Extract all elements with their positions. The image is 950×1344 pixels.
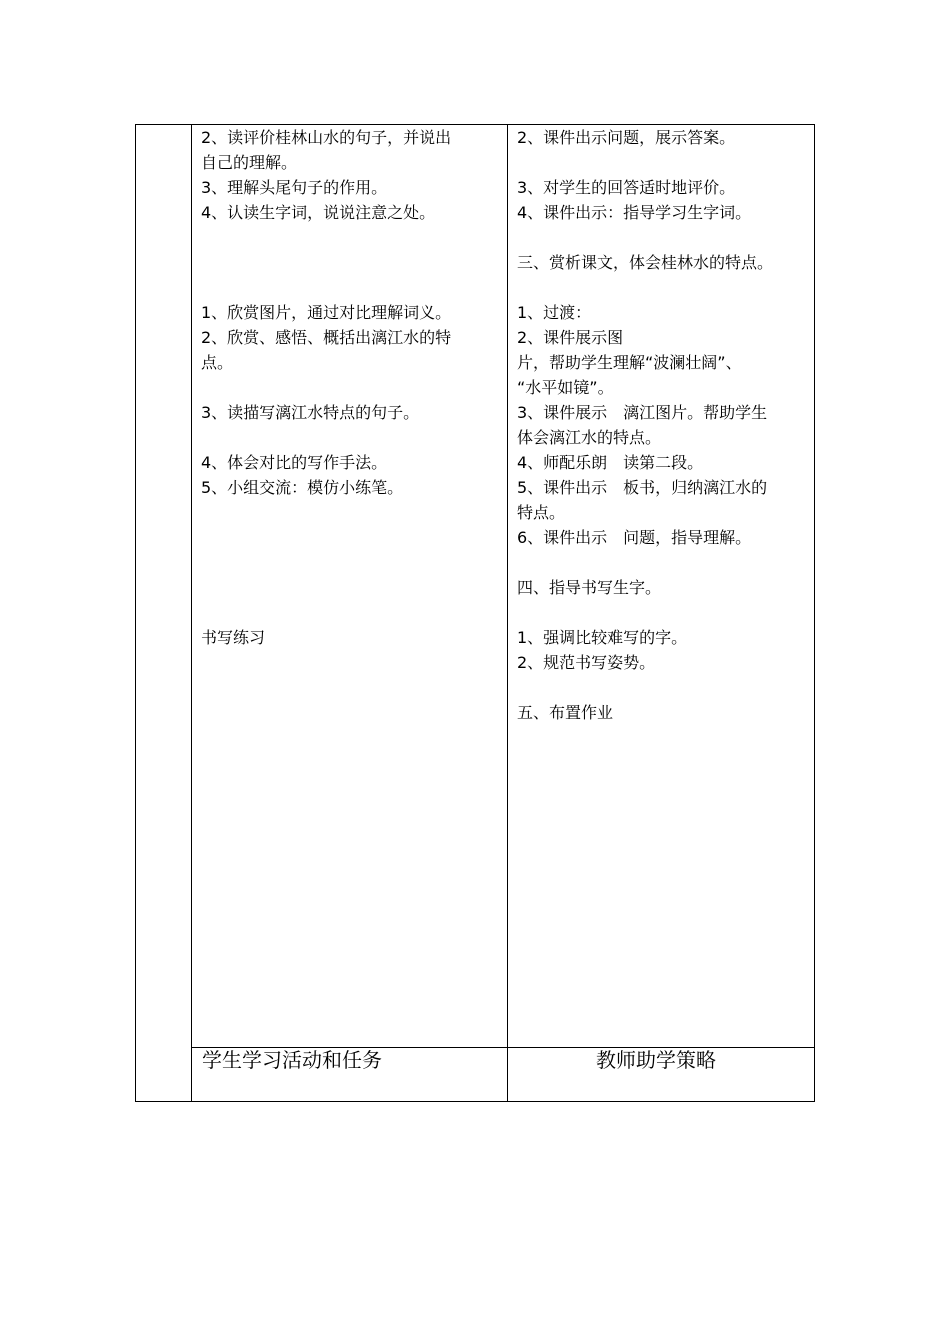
lesson-plan-table: [135, 124, 815, 1102]
blank-line: [517, 675, 812, 700]
blank-line: [201, 550, 501, 575]
text-line: 6、课件出示 问题，指导理解。: [517, 528, 752, 547]
text-line: 3、课件展示 漓江图片。帮助学生: [517, 403, 768, 422]
text-line: 5、课件出示 板书，归纳漓江水的: [517, 478, 768, 497]
text-line: 特点。: [517, 503, 566, 522]
blank-line: [517, 550, 812, 575]
blank-line: [201, 375, 501, 400]
text-line: 五、布置作业: [517, 703, 614, 722]
text-line: 2、课件展示图: [517, 328, 624, 347]
text-line: 四、指导书写生字。: [517, 578, 662, 597]
text-line: 1、强调比较难写的字。: [517, 628, 688, 647]
blank-line: [201, 525, 501, 550]
text-line: 书写练习: [201, 628, 266, 647]
teacher-strategies-header: 教师助学策略: [596, 1048, 716, 1072]
blank-line: [201, 425, 501, 450]
column-divider-2: [507, 125, 508, 1101]
text-line: 体会漓江水的特点。: [517, 428, 662, 447]
student-activities-cell: [201, 125, 501, 650]
text-line: 3、读描写漓江水特点的句子。: [201, 403, 420, 422]
text-line: 4、课件出示：指导学习生字词。: [517, 203, 752, 222]
blank-line: [201, 575, 501, 600]
text-line: 1、欣赏图片，通过对比理解词义。: [201, 303, 452, 322]
text-line: 三、赏析课文，体会桂林水的特点。: [517, 253, 774, 272]
teacher-strategies-cell: [517, 125, 812, 725]
text-line: “水平如镜”。: [517, 378, 614, 397]
text-line: 4、师配乐朗 读第二段。: [517, 453, 704, 472]
text-line: 片，帮助学生理解“波澜壮阔”、: [517, 353, 742, 372]
blank-line: [201, 600, 501, 625]
text-line: 2、欣赏、感悟、概括出漓江水的特: [201, 328, 452, 347]
text-line: 4、认读生字词，说说注意之处。: [201, 203, 436, 222]
blank-line: [517, 150, 812, 175]
text-line: 3、对学生的回答适时地评价。: [517, 178, 736, 197]
text-line: 5、小组交流：模仿小练笔。: [201, 478, 404, 497]
text-line: 4、体会对比的写作手法。: [201, 453, 388, 472]
blank-line: [517, 275, 812, 300]
text-line: 2、读评价桂林山水的句子，并说出: [201, 128, 452, 147]
text-line: 自己的理解。: [201, 153, 298, 172]
text-line: 2、规范书写姿势。: [517, 653, 656, 672]
text-line: 2、课件出示问题，展示答案。: [517, 128, 736, 147]
column-divider-1: [191, 125, 192, 1101]
blank-line: [201, 500, 501, 525]
blank-line: [201, 250, 501, 275]
blank-line: [201, 275, 501, 300]
text-line: 点。: [201, 353, 234, 372]
text-line: 3、理解头尾句子的作用。: [201, 178, 388, 197]
blank-line: [517, 600, 812, 625]
blank-line: [201, 225, 501, 250]
text-line: 1、过渡：: [517, 303, 592, 322]
blank-line: [517, 225, 812, 250]
student-activities-header: 学生学习活动和任务: [202, 1048, 382, 1072]
